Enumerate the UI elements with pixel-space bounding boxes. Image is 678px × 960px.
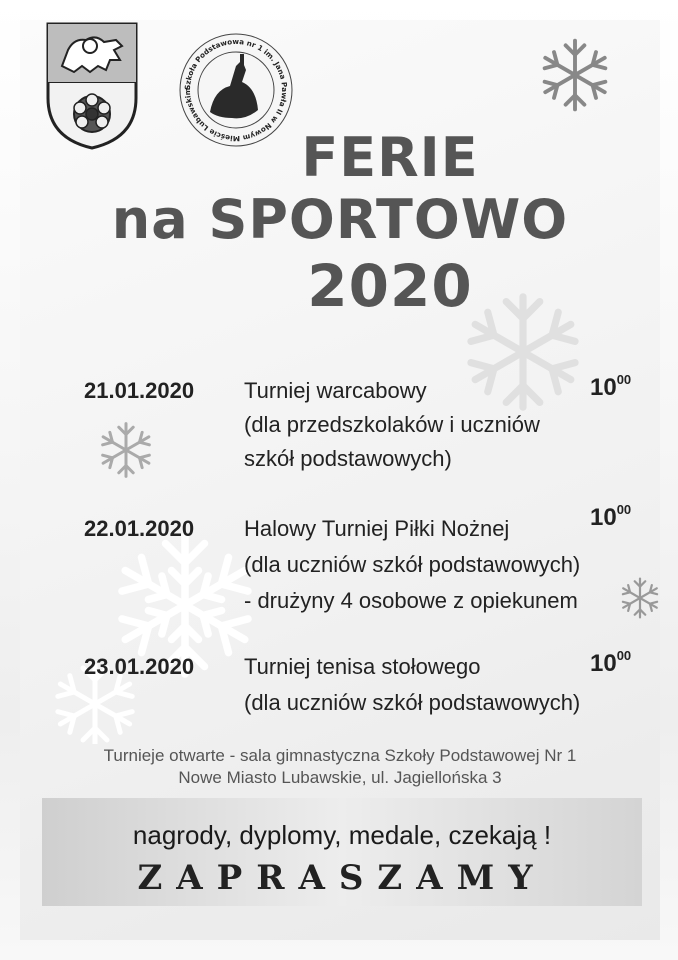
snowflake-icon [96,420,156,480]
event-time [590,504,631,532]
venue-info: Turnieje otwarte - sala gimnastyczna Szkoły Podstawowej Nr 1 [103,746,577,765]
prizes-text: nagrody, dyplomy, medale, czekają ! [132,820,552,850]
event-detail: - drużyny 4 osobowe z opiekunem [244,588,578,613]
event-title: Halowy Turniej Piłki Nożnej [244,516,510,541]
title-line-2: na SPORTOWO [111,188,569,251]
event-time-minutes: 00 [616,502,632,517]
event-title: Turniej warcabowy [244,378,427,403]
event-time-minutes: 00 [616,648,632,663]
event-time [590,374,631,402]
event-date: 22.01.2020 [84,516,195,541]
snowflake-icon [618,576,662,620]
event-detail: (dla przedszkolaków i uczniów [244,412,540,437]
invitation-text: ZAPRASZAMY [137,858,547,898]
title-line-1: FERIE [301,126,479,189]
event-detail: (dla uczniów szkół podstawowych) [244,552,581,577]
title-line-3: 2020 [307,252,473,320]
event-date: 21.01.2020 [84,378,195,403]
event-date: 23.01.2020 [84,654,195,679]
event-detail: (dla uczniów szkół podstawowych) [244,690,581,715]
seal-text: Szkoła Podstawowa nr 1 im. Jana Pawła II w Nowym Mieście Lubawskim [182,36,290,144]
event-time-hour: 10 [590,374,617,401]
venue-address: Nowe Miasto Lubawskie, ul. Jagiellońska 3 [178,768,502,787]
event-time [590,650,631,678]
event-time-minutes: 00 [616,372,632,387]
event-time-hour: 10 [590,504,617,531]
event-title: Turniej tenisa stołowego [244,654,481,679]
event-time-hour: 10 [590,650,617,677]
event-detail: szkół podstawowych) [244,446,452,471]
snowflake-icon [536,36,614,114]
